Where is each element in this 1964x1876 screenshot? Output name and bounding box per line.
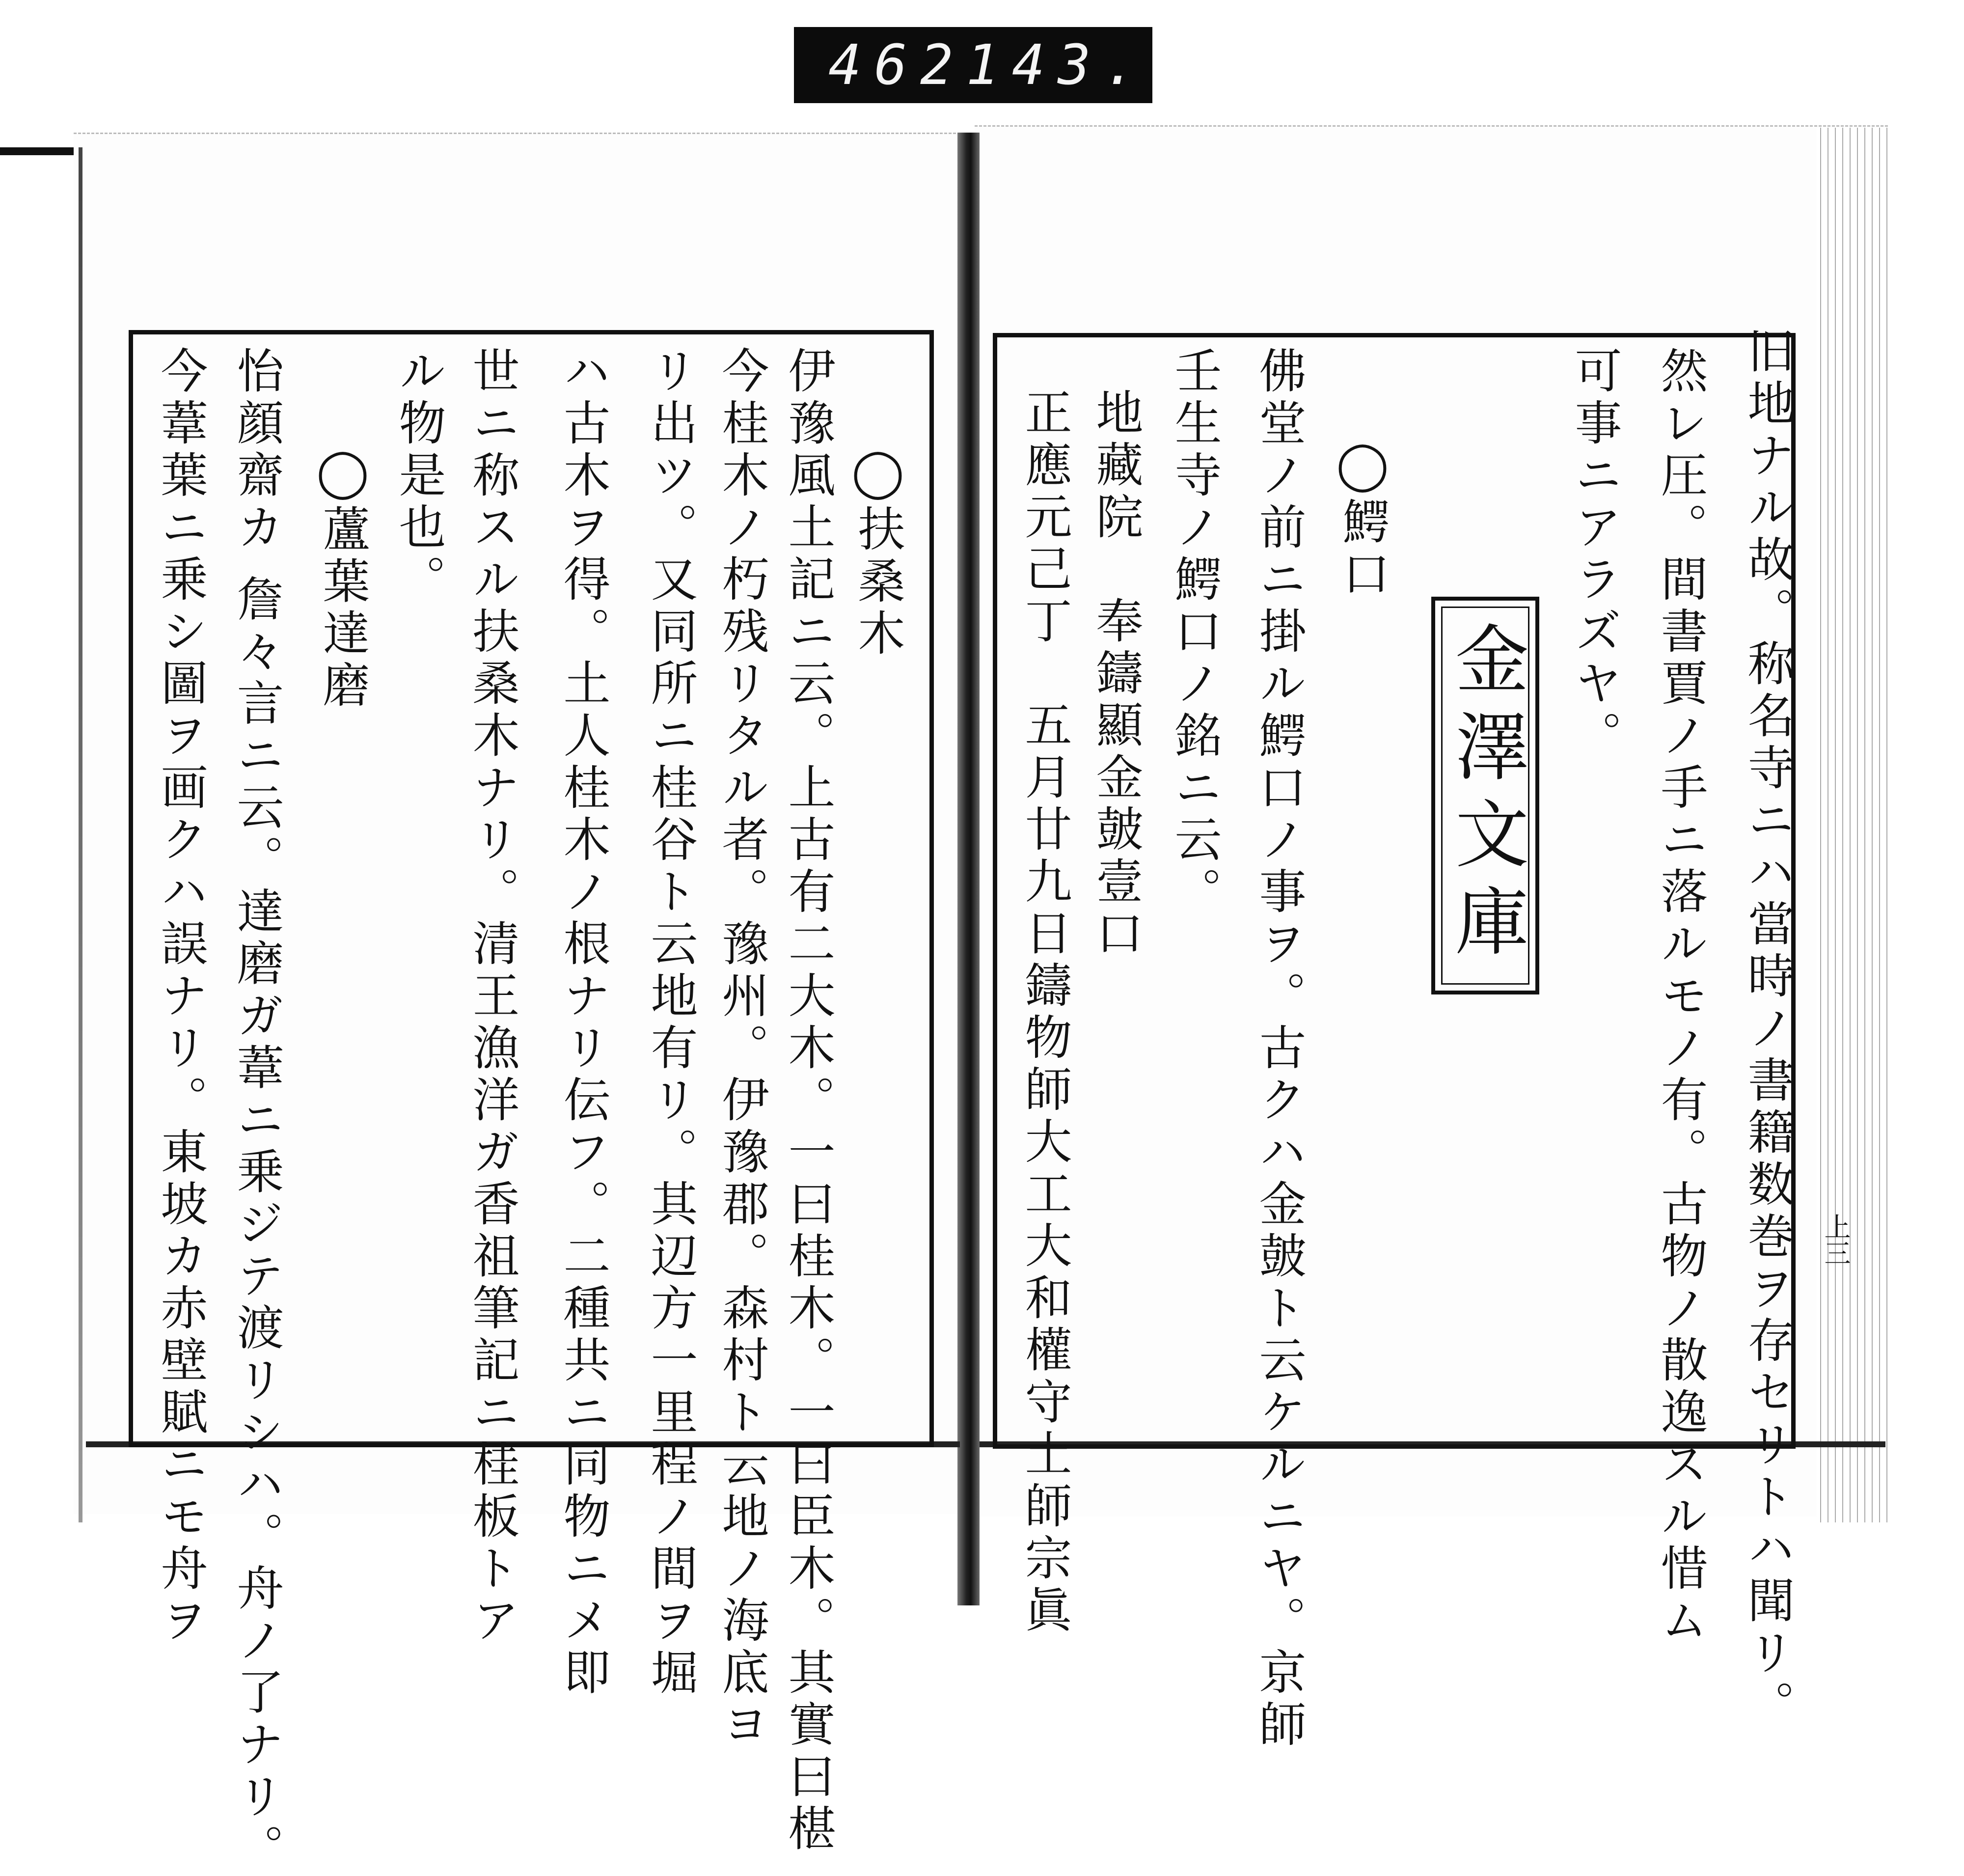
catalog-tag <box>794 27 1152 103</box>
left-page-edge <box>79 147 82 1522</box>
text-column: ハ古木ヲ得。土人桂木ノ根ナリ伝フ。二種共ニ同物ニメ即 <box>556 346 611 1700</box>
seal-inner-border <box>1441 607 1529 985</box>
text-column: 世ニ称スル扶桑木ナリ。清王漁洋ガ香祖筆記ニ桂板トア <box>465 346 520 1648</box>
text-column: 然レ圧。間書賈ノ手ニ落ルモノ有。古物ノ散逸スル惜ム <box>1653 346 1708 1648</box>
kanazawa-bunko-seal <box>1431 597 1539 994</box>
heading-fusoboku: ◯扶桑木 <box>850 444 905 661</box>
catalog-number-right: 143. <box>966 33 1150 97</box>
text-column: ル物是也。 <box>391 346 446 607</box>
book-cover-edge <box>0 147 83 155</box>
text-column: 今桂木ノ朽残リタル者。豫州。伊豫郡。森村ト云地ノ海底ヨ <box>714 346 769 1752</box>
catalog-number-left: 462 <box>828 33 966 97</box>
inscription-column: 正應元己丁 五月廿九日鑄物師大工大和權守土師宗眞 <box>1017 388 1072 1637</box>
inscription-column: 地藏院 奉鑄顯金皷壹口 <box>1089 388 1144 961</box>
text-column: リ出ツ。又同所ニ桂谷ト云地有リ。其辺方一里程ノ間ヲ堀 <box>643 346 698 1700</box>
text-column: 佛堂ノ前ニ掛ル鰐口ノ事ヲ。古クハ金皷ト云ケルニヤ。京師 <box>1252 346 1307 1752</box>
book-spine <box>957 133 980 1605</box>
heading-waniguchi: ◯鰐口 <box>1335 437 1390 601</box>
text-column: 壬生寺ノ鰐口ノ銘ニ云。 <box>1167 346 1222 919</box>
text-column: 伊豫風土記ニ云。上古有二大木。一曰桂木。一曰臣木。其實曰椹 <box>781 346 836 1856</box>
text-column: 怡顔齋カ 詹々言ニ云。達磨ガ葦ニ乗ジテ渡リシハ。舟ノ了ナリ。 <box>229 346 284 1876</box>
page-margin-number: 上三 <box>1820 1213 1851 1266</box>
seal-text: 金澤文庫 <box>1443 621 1528 970</box>
text-column: 今葦葉ニ乗シ圖ヲ画クハ誤ナリ。東坡カ赤壁賦ニモ舟ヲ <box>153 346 208 1648</box>
right-page-edges <box>1817 128 1890 1522</box>
text-column: 旧地ナル故。称名寺ニハ當時ノ書籍数巻ヲ存セリトハ聞リ。 <box>1740 327 1795 1732</box>
heading-royo-daruma: ◯蘆葉達磨 <box>315 444 370 713</box>
text-column: 可事ニアラズヤ。 <box>1567 346 1622 763</box>
